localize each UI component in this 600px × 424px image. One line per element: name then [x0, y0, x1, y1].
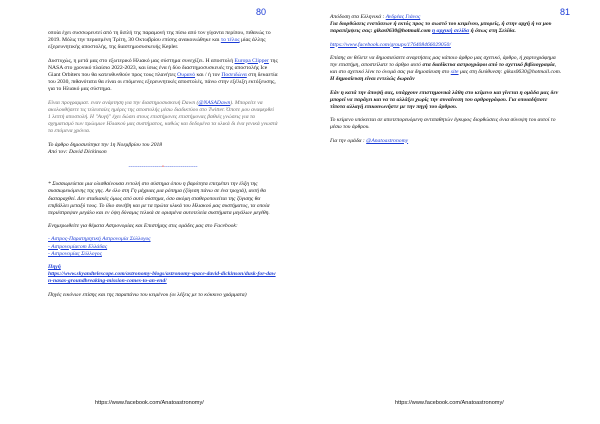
- errors-paragraph: Εάν η κατά την άποψή σας, υπάρχουν επιστημονικά λάθη στο κείμενο και γίνεται η ομάδα μας δεν μπορεί να παράγει και να τα αλλάξει χωρίς την συναίνεση του αρθρογράφου. Για οποιαδήποτε τίποτα αλλαγή επικοινωνήστε με την πηγή του άρθρου.: [330, 89, 559, 111]
- author-line: Από τον: David Dickinson: [48, 148, 107, 155]
- source-url[interactable]: https://www.skyandtelescope.com/astronomy-blogs/astronomy-space-david-dickinson/dusk-for-dawn-nasas-groundbreaking-mission-comes-to-an-end/: [48, 271, 276, 285]
- left-column: [48, 30, 278, 305]
- group-line: Για την ομάδα : @Anatoastronomy: [330, 137, 409, 144]
- paragraph: οποία έχει συσσωρευτεί από τη διπλή της παραμονή της πίσω από τον γίγαντα περίπου, πιθανώς το 2019. Μόλις την περασμένη Τρίτη, 30 Οκτωβρίου επίσης ανακοινώθηκε και το τέλος μίας άλλης εξερευνητικής αποστολής, της διαστημοσυσκευής Kepler.: [48, 30, 271, 51]
- site-link[interactable]: site: [450, 69, 459, 76]
- twitter-link[interactable]: @NASADawn: [198, 99, 231, 106]
- page-number: 81: [560, 7, 571, 17]
- group-link[interactable]: - Αστρονομίας Σύλλογος: [48, 250, 102, 257]
- right-column: [330, 14, 562, 151]
- separator: ------------------•------------------: [128, 164, 198, 171]
- facebook-group-link[interactable]: https://www.facebook.com/groups/176408466029050/: [330, 41, 451, 48]
- source-label: Πηγή: [48, 264, 61, 271]
- source-note: Πηγές εικόνων επίσης και της παραπάνω του κειμένου (οι λέξεις με το κόκκινο γράμματα): [48, 291, 247, 298]
- footer-url[interactable]: https://www.facebook.com/Anatoastronomy/: [95, 400, 204, 406]
- follow-text: Ενημερωθείτε για θέματα Αστρονομίας και Επιστήμης στις ομάδες μας στο Facebook:: [48, 223, 238, 230]
- paragraph: Επίσης αν θέλετε να δημοσιεύσετε αναρτήσεις μας κάποιο άρθρο μας σχετικό, άρθρο, ή χαρτογράφημα την επιστήμη, αποστείλατε το άρθρο αυτό στα διαδίκτυα αστρογράφοι από το σχετικό βιβλιογραφία, και στο σχετικό λίνκ το όνομά σας για δημοσίευση στο site μας στη διεύθυνση: gikas0630@hotmail.com. Η δημοσίευση είναι εντελώς δωρεάν: [330, 54, 562, 83]
- group-link[interactable]: - Αστρος-Παρατηρητική Αστρονομία Σύλλογος: [48, 236, 151, 243]
- page-number: 80: [256, 7, 267, 17]
- group-list: [48, 236, 278, 258]
- group-link[interactable]: @Anatoastronomy: [366, 137, 409, 144]
- paragraph: Το κείμενο υπόκειται σε αποτεπορευόμενη αντιπαθητών έγκυρος διορθώσεις όνια σύνοψη του αυτοί το μέσω του άρθρου.: [330, 117, 556, 131]
- footer-url[interactable]: https://www.facebook.com/Anatoastronomy/: [395, 400, 504, 406]
- link[interactable]: Ουρανό: [177, 72, 196, 79]
- right-page: [300, 0, 600, 424]
- link[interactable]: Europa Clipper: [234, 57, 269, 64]
- link[interactable]: Ποσειδώνα: [221, 72, 247, 79]
- translator-line: Απόδοση στα Ελληνικά : Ανδρέας Γιάνος: [330, 14, 421, 20]
- note-paragraph: Είναι προγραμματ. εναν ανάρτηση για την διαστημοσυσκευή Dawn (@NASADawn). Μπορείτε να ακολουθήσετε τις τελευταίες ημέρες της αποστολής μέσω διαδικτύου στο Twitter. Όποτε μου αναφερθεί 1 λεπτή αποστολή. Η "Αυγή" έχει δώσει στους επιστήμονες επιστήμονας βαθιές γνώσεις για τα σχηματισμό των πρώιμων Ηλιακού μας συστήματος, καθώς και δεδομένα τα υλικά δι ένα γενικά γνωστά τα επόμενα χρόνια.: [48, 99, 278, 135]
- link[interactable]: η αρχική σελίδα: [432, 28, 470, 35]
- translator-link[interactable]: Ανδρέας Γιάνος: [385, 14, 421, 20]
- footnote: * Συσσωρεύεται μια ολισθαίνουσα εντολή στο σύστημα όπου η βαρύτητα επιτρέπει την έλξη της συσσωρευόμενης της γης. Αν όλο στη Γη μέχριας μια ρόπημα (ζύγιση πάνω σε ένα τροχιά), αυτή θα διαταραχθεί. Δεν σταδιακές όμως από αυτό σύστημα, όσο ακόμη σταθεροποιείται της ζύγισης θα επιβάλλει μεταξύ τους. Το ίδιο συνέβη και με τα πρώτα υλικά του Ηλιακού μας συστήματος, τα οποία περιέστρεψαν μεγάλο και εν όψη δύναμις τελικά σε ορισμένα αυτοτελεία συστήματα μεγάλων μεγέθη.: [48, 181, 270, 217]
- corrections-paragraph: Για διορθώσεις ενστάσεων ή εκτός προς το σωστό του κειμένου, μπορείς, ή στην αρχή ή να μου παραπέμψεις σας: gikas0630@hotmail.com η αρχική σελίδα ή όπως στη Σελίδα.: [330, 21, 552, 35]
- link[interactable]: το τέλος: [220, 37, 240, 44]
- group-link[interactable]: - Αστρονομίαcom Ελλάδας: [48, 243, 108, 250]
- paragraph: Δυστυχώς, η μετά μας στο εξωτερικό Ηλιακό μας σύστημα συνεχίζει. Η αποστολή Europa Clipper της NASA στο χρονικό πλαίσιο 2022-2023, και ίσως ένα ή δύο διαστημοσυσκευές της αποστολής Ice Giant Orbiters που θα κατευθυνθούν προς τους πλανήτες Ουρανό και / ή τον Ποσειδώνα στη δεκαετία του 2030, πιθανότατα θα είναι οι επόμενες εξερευνητικές αποστολές, πάνω στην εξέλιξη εκτόξευσης, για το Ηλιακό μας σύστημα.: [48, 57, 278, 93]
- publication-date: Το άρθρο δημοσιεύτηκε την 1η Νοεμβρίου του 2018: [48, 141, 163, 148]
